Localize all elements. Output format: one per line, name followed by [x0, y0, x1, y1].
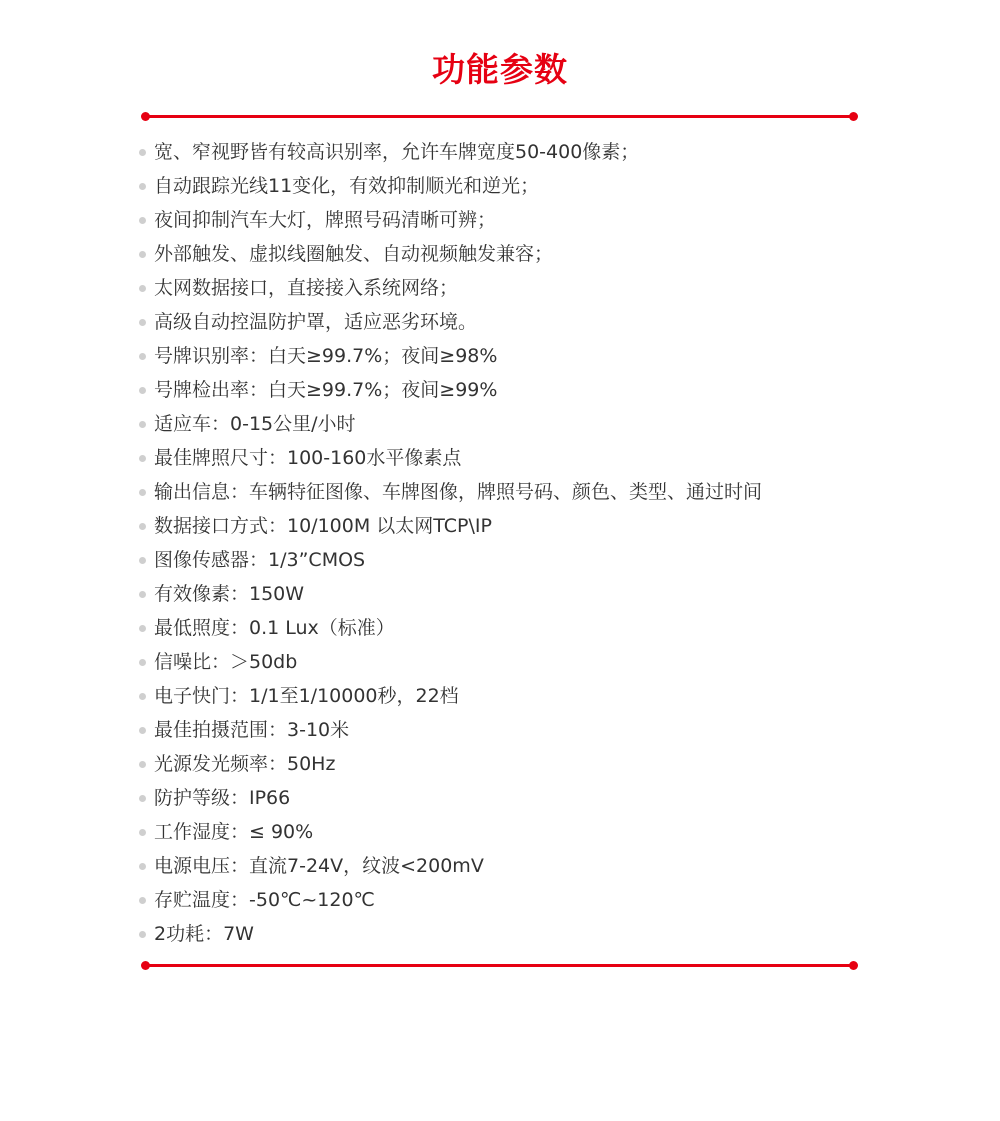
bullet-dot-icon [139, 557, 146, 564]
spec-text: 有效像素：150W [154, 583, 305, 605]
spec-item [137, 713, 762, 747]
spec-text: 号牌识别率：白天≥99.7%；夜间≥98% [154, 345, 498, 367]
bullet-dot-icon [139, 829, 146, 836]
spec-item [137, 679, 762, 713]
bullet-dot-icon [139, 251, 146, 258]
divider-dot-right [849, 961, 858, 970]
spec-item [137, 611, 762, 645]
spec-item [137, 917, 762, 951]
spec-text: 宽、窄视野皆有较高识别率，允许车牌宽度50-400像素； [154, 141, 640, 163]
spec-text: 太网数据接口，直接接入系统网络； [154, 277, 459, 299]
bullet-dot-icon [139, 591, 146, 598]
spec-text: 2功耗：7W [154, 923, 254, 945]
spec-text: 最低照度：0.1 Lux（标准） [154, 617, 395, 639]
spec-item [137, 747, 762, 781]
spec-item [137, 883, 762, 917]
bullet-dot-icon [139, 387, 146, 394]
bullet-dot-icon [139, 863, 146, 870]
bullet-dot-icon [139, 217, 146, 224]
spec-text: 最佳牌照尺寸：100-160水平像素点 [154, 447, 462, 469]
spec-text: 外部触发、虚拟线圈触发、自动视频触发兼容； [154, 243, 554, 265]
bullet-dot-icon [139, 795, 146, 802]
spec-item [137, 305, 762, 339]
spec-text: 存贮温度：-50℃~120℃ [154, 889, 375, 911]
bullet-dot-icon [139, 897, 146, 904]
spec-item [137, 645, 762, 679]
bullet-dot-icon [139, 183, 146, 190]
spec-text: 适应车：0-15公里/小时 [154, 413, 356, 435]
spec-item [137, 543, 762, 577]
spec-text: 防护等级：IP66 [154, 787, 291, 809]
spec-item [137, 815, 762, 849]
spec-item [137, 441, 762, 475]
divider-line [145, 115, 854, 118]
bullet-dot-icon [139, 421, 146, 428]
page-title: 功能参数 [432, 50, 568, 89]
bottom-divider [145, 964, 854, 967]
bullet-dot-icon [139, 693, 146, 700]
spec-text: 高级自动控温防护罩，适应恶劣环境。 [154, 311, 478, 333]
bullet-dot-icon [139, 489, 146, 496]
spec-text: 最佳拍摄范围：3-10米 [154, 719, 350, 741]
bullet-dot-icon [139, 931, 146, 938]
spec-item [137, 135, 762, 169]
spec-item [137, 509, 762, 543]
spec-item [137, 169, 762, 203]
spec-item [137, 781, 762, 815]
bullet-dot-icon [139, 455, 146, 462]
spec-text: 光源发光频率：50Hz [154, 753, 336, 775]
divider-dot-left [141, 112, 150, 121]
spec-text: 号牌检出率：白天≥99.7%；夜间≥99% [154, 379, 498, 401]
bullet-dot-icon [139, 659, 146, 666]
spec-text: 输出信息：车辆特征图像、车牌图像，牌照号码、颜色、类型、通过时间 [154, 481, 763, 503]
divider-dot-left [141, 961, 150, 970]
spec-item [137, 849, 762, 883]
bullet-dot-icon [139, 353, 146, 360]
divider-dot-right [849, 112, 858, 121]
spec-item [137, 577, 762, 611]
spec-text: 自动跟踪光线11变化，有效抑制顺光和逆光； [154, 175, 540, 197]
spec-text: 数据接口方式：10/100M 以太网TCP\IP [154, 515, 492, 537]
spec-item [137, 271, 762, 305]
top-divider [145, 115, 854, 118]
bullet-dot-icon [139, 319, 146, 326]
divider-line [145, 964, 854, 967]
spec-text: 工作湿度：≤ 90% [154, 821, 314, 843]
spec-item [137, 407, 762, 441]
bullet-dot-icon [139, 149, 146, 156]
spec-item [137, 339, 762, 373]
spec-text: 电子快门：1/1至1/10000秒，22档 [154, 685, 459, 707]
spec-item [137, 203, 762, 237]
bullet-dot-icon [139, 727, 146, 734]
spec-text: 图像传感器：1/3”CMOS [154, 549, 366, 571]
bullet-dot-icon [139, 625, 146, 632]
bullet-dot-icon [139, 523, 146, 530]
spec-text: 夜间抑制汽车大灯，牌照号码清晰可辨； [154, 209, 497, 231]
spec-item [137, 237, 762, 271]
bullet-dot-icon [139, 285, 146, 292]
spec-item [137, 475, 762, 509]
spec-text: 电源电压：直流7-24V，纹波<200mV [154, 855, 484, 877]
spec-item [137, 373, 762, 407]
bullet-dot-icon [139, 761, 146, 768]
spec-text: 信噪比：＞50db [154, 651, 298, 673]
spec-list [137, 135, 762, 951]
